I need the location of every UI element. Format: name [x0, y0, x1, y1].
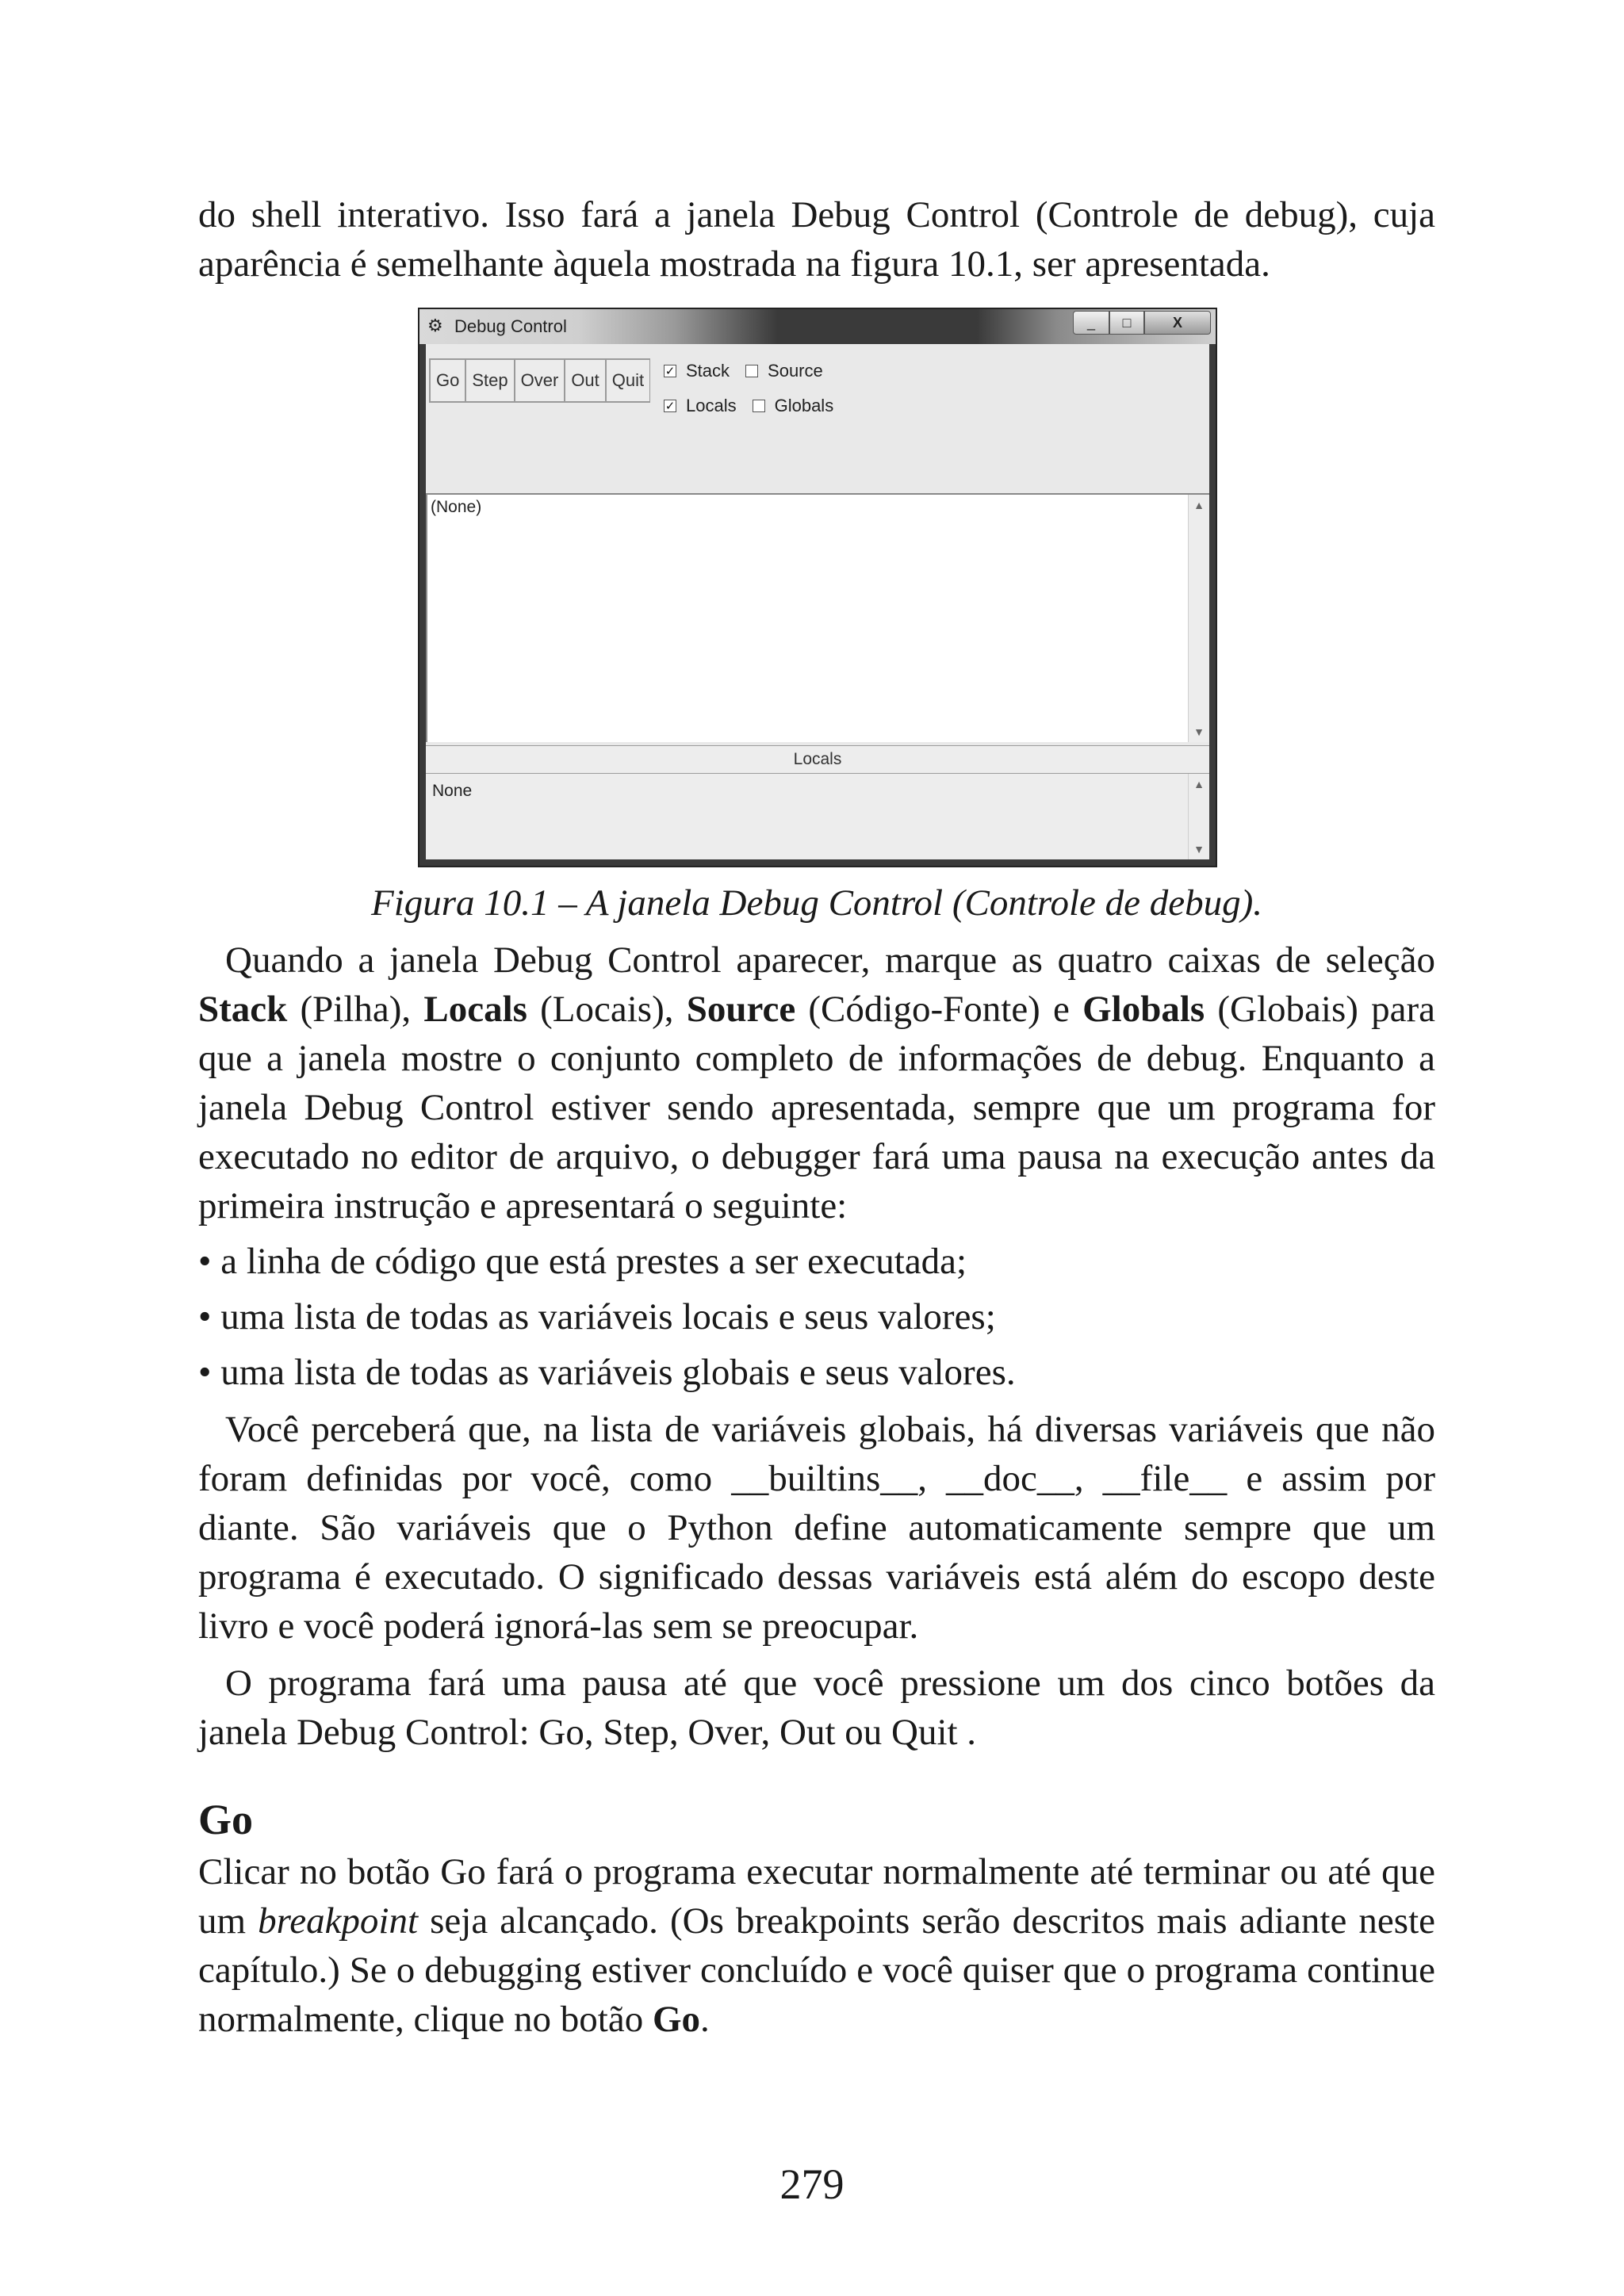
para1-text-2: (Pilha),: [287, 989, 424, 1030]
stack-pane-text: (None): [431, 498, 482, 516]
locals-scrollbar[interactable]: [1188, 774, 1209, 859]
python-app-icon: ⚙: [427, 316, 443, 335]
go-text-1: Clicar no botão Go fará o programa executar normalmente até terminar ou até que um: [198, 1851, 1435, 1942]
bullet-item: • a linha de código que está prestes a ser executada;: [198, 1241, 967, 1282]
go-bold-go: Go: [652, 1999, 701, 2040]
stack-checkbox[interactable]: [664, 361, 730, 381]
paragraph-globals: Você perceberá que, na lista de variáveis globais, há diversas variáveis que não foram definidas por você, como __builtins__, __doc__, __file__ e assim por diante. São variáveis que o Python define automaticamente sempre que um programa é executado. O significado dessas variáveis está além do escopo deste livro e você poderá ignorá-las sem se preocupar.: [198, 1409, 1435, 1647]
locals-pane-text: None: [432, 782, 473, 800]
go-text-2: seja alcançado. (Os breakpoints serão descritos mais adiante neste capítulo.) Se o debugging estiver concluído e você quiser que o programa continue normalmente, clique no botão: [198, 1900, 1435, 2040]
window-controls: [1073, 311, 1211, 335]
bullet-item: • uma lista de todas as variáveis locais e seus valores;: [198, 1296, 996, 1337]
scroll-up-icon[interactable]: ▲: [1193, 499, 1205, 511]
globals-checkbox[interactable]: [753, 396, 834, 416]
scroll-down-icon[interactable]: ▼: [1193, 843, 1205, 855]
source-checkbox-label: Source: [768, 361, 823, 381]
stack-scrollbar[interactable]: [1188, 495, 1209, 742]
figure-caption: Figura 10.1 – A janela Debug Control (Controle de debug).: [370, 882, 1262, 924]
globals-checkbox-label: Globals: [774, 396, 834, 415]
maximize-button[interactable]: □: [1109, 311, 1144, 335]
window-client: [426, 344, 1209, 859]
window-title: Debug Control: [454, 316, 567, 336]
locals-pane-label: Locals: [426, 745, 1209, 774]
intro-paragraph: do shell interativo. Isso fará a janela Debug Control (Controle de debug), cuja aparência é semelhante àquela mostrada na figura 10.1, ser apresentada.: [198, 194, 1435, 285]
quit-button[interactable]: Quit: [605, 358, 650, 403]
para1-text-3: (Locais),: [527, 989, 687, 1030]
locals-checkbox-box[interactable]: ✓: [665, 400, 676, 413]
out-button[interactable]: Out: [564, 358, 605, 403]
locals-checkbox[interactable]: [664, 396, 737, 416]
globals-checkbox-box[interactable]: [753, 400, 765, 412]
paragraph-checkboxes: [198, 936, 1435, 1230]
view-checkboxes: [664, 354, 849, 423]
page-body: [198, 190, 1435, 2044]
debug-control-window: [418, 308, 1217, 867]
bullet-item: • uma lista de todas as variáveis globais e seus valores.: [198, 1352, 1016, 1393]
scroll-up-icon[interactable]: ▲: [1193, 778, 1205, 790]
minimize-button[interactable]: _: [1073, 311, 1109, 335]
page-number: 279: [779, 2160, 845, 2208]
paragraph-buttons: O programa fará uma pausa até que você pressione um dos cinco botões da janela Debug Control: Go, Step, Over, Out ou Quit .: [198, 1663, 1435, 1753]
close-button[interactable]: X: [1144, 311, 1211, 335]
para1-text-5: (Globais) para que a janela mostre o conjunto completo de informações de debug. Enquanto a janela Debug Control estiver sendo apresentada, sempre que um programa for executado no editor de arquivo, o debugger fará uma pausa na execução antes da primeira instrução e apresentará o seguinte:: [198, 989, 1435, 1226]
step-button[interactable]: Step: [465, 358, 514, 403]
go-button[interactable]: Go: [429, 358, 465, 403]
stack-pane[interactable]: [426, 493, 1209, 742]
para1-bold-globals: Globals: [1082, 989, 1205, 1030]
debug-toolbar: [426, 344, 1209, 471]
over-button[interactable]: Over: [514, 358, 565, 403]
source-checkbox-box[interactable]: [745, 365, 758, 377]
locals-pane[interactable]: [426, 774, 1209, 859]
go-italic-breakpoint: breakpoint: [258, 1900, 419, 1942]
para1-text-4: (Código-Fonte) e: [795, 989, 1083, 1030]
figure-10-1: [198, 308, 1435, 878]
source-checkbox[interactable]: [745, 361, 823, 381]
window-titlebar[interactable]: [419, 309, 1216, 344]
stack-checkbox-label: Stack: [686, 361, 730, 381]
para1-bold-locals: Locals: [423, 989, 527, 1030]
para1-bold-source: Source: [686, 989, 796, 1030]
scroll-down-icon[interactable]: ▼: [1193, 725, 1205, 738]
locals-checkbox-label: Locals: [686, 396, 737, 415]
go-text-3: .: [700, 1999, 710, 2040]
para1-text-1: Quando a janela Debug Control aparecer, marque as quatro caixas de seleção: [225, 939, 1435, 981]
para1-bold-stack: Stack: [198, 989, 288, 1030]
section-heading-go: Go: [198, 1796, 254, 1843]
paragraph-go: [198, 1847, 1435, 2044]
stack-checkbox-box[interactable]: ✓: [665, 365, 676, 378]
debug-buttons: [429, 358, 649, 403]
